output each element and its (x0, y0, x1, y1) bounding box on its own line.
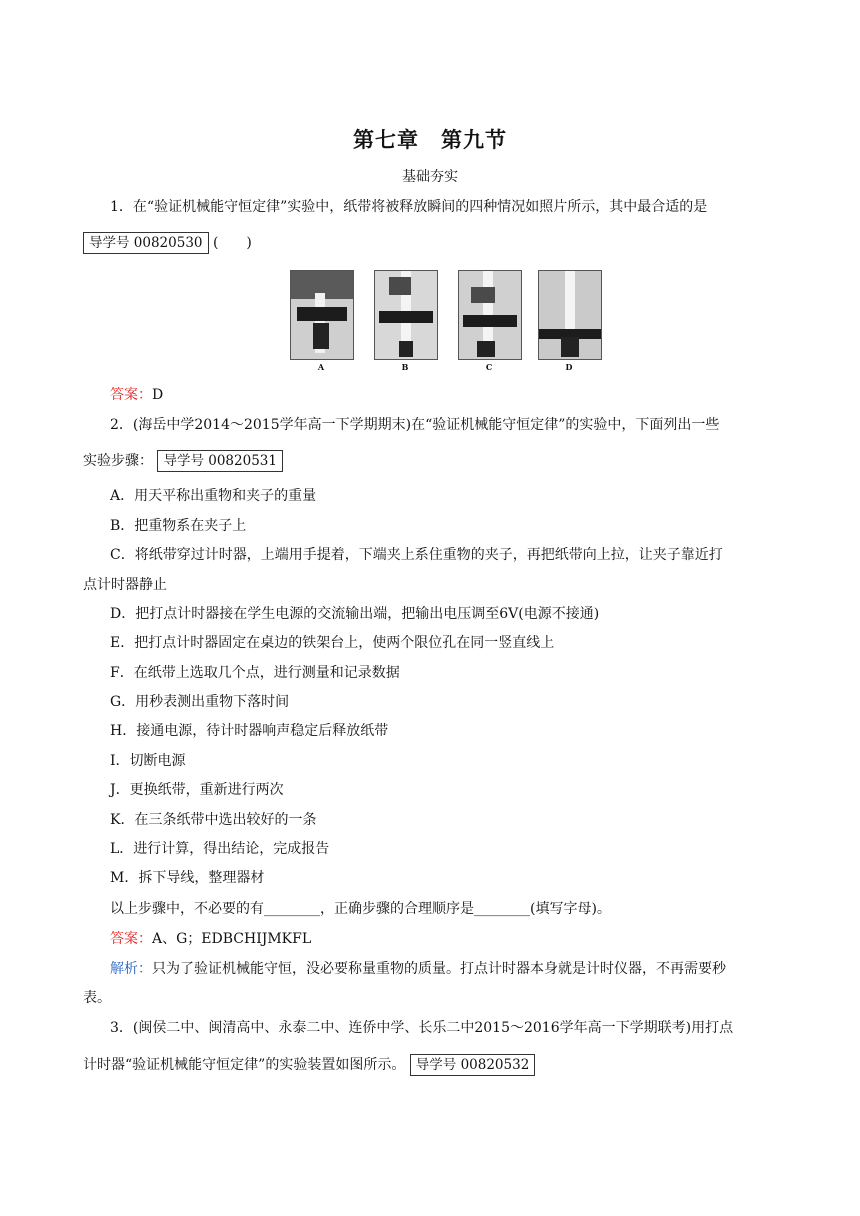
q2-step: I．切断电源 (110, 753, 186, 769)
photo-c (458, 270, 522, 360)
section-subtitle: 基础夯实 (402, 169, 458, 185)
q1-answer (110, 384, 163, 404)
photo-c-label: C (485, 362, 493, 372)
photo-a (290, 270, 354, 360)
q2-line1: 2．(海岳中学2014～2015学年高一下学期期末)在“验证机械能守恒定律”的实验中，下面列出一些 (110, 417, 720, 433)
q2-step: C．将纸带穿过计时器，上端用手提着，下端夹上系住重物的夹子，再把纸带向上拉，让夹子靠近打 (110, 547, 723, 563)
q1-guide-row (83, 232, 252, 254)
photo-a-label: A (317, 362, 325, 372)
photo-b (374, 270, 438, 360)
q2-step: D．把打点计时器接在学生电源的交流输出端，把输出电压调至6V(电源不接通) (110, 606, 600, 622)
q2-step: H．接通电源，待计时器响声稳定后释放纸带 (110, 723, 389, 739)
q2-step: B．把重物系在夹子上 (110, 518, 247, 534)
q1-paren: ( ) (212, 235, 252, 251)
q2-step: K．在三条纸带中选出较好的一条 (110, 812, 317, 828)
page-title: 第七章 第九节 (353, 127, 507, 152)
q2-answer-label: 答案： (110, 931, 152, 947)
photo-d (538, 270, 602, 360)
q1-text: 1．在“验证机械能守恒定律”实验中，纸带将被释放瞬间的四种情况如照片所示，其中最合适的是 (110, 199, 708, 215)
q2-analysis-text: 只为了验证机械能守恒，没必要称量重物的质量。打点计时器本身就是计时仪器，不再需要秒 (152, 961, 726, 977)
q2-step: G．用秒表测出重物下落时间 (110, 694, 290, 710)
q1-answer-value: D (152, 387, 164, 403)
q2-line2-row (83, 450, 283, 472)
q2-step: E．把打点计时器固定在桌边的铁架台上，使两个限位孔在同一竖直线上 (110, 635, 555, 651)
q2-step: A．用天平称出重物和夹子的重量 (110, 488, 317, 504)
q2-line2: 实验步骤： (83, 453, 153, 469)
q3-guide-box: 导学号 00820532 (410, 1054, 536, 1076)
q1-guide-box: 导学号 00820530 (83, 232, 209, 254)
q3-line1: 3．(闽侯二中、闽清高中、永泰二中、连侨中学、长乐二中2015～2016学年高一下学期联考)用打点 (110, 1020, 734, 1036)
q2-step: 点计时器静止 (83, 577, 167, 593)
q2-answer-value: A、G；EDBCHIJMKFL (152, 931, 312, 947)
q2-step: J．更换纸带，重新进行两次 (110, 782, 284, 798)
q2-guide-box: 导学号 00820531 (157, 450, 283, 472)
photo-b-label: B (401, 362, 409, 372)
q2-analysis-label: 解析： (110, 961, 152, 977)
q3-line2: 计时器“验证机械能守恒定律”的实验装置如图所示。 (83, 1057, 406, 1073)
q2-question: 以上步骤中，不必要的有________，正确步骤的合理顺序是________(填写字母)。 (110, 901, 611, 917)
q2-step: F．在纸带上选取几个点，进行测量和记录数据 (110, 665, 400, 681)
q2-step: L．进行计算，得出结论，完成报告 (110, 841, 330, 857)
photo-d-label: D (565, 362, 573, 372)
q2-answer (110, 928, 311, 948)
q3-line2-row (83, 1054, 535, 1076)
q2-step: M．拆下导线，整理器材 (110, 870, 265, 886)
q1-answer-label: 答案： (110, 387, 152, 403)
q2-analysis-line2: 表。 (83, 990, 111, 1006)
q2-analysis (110, 958, 726, 978)
q1-photo-figure (290, 270, 605, 375)
